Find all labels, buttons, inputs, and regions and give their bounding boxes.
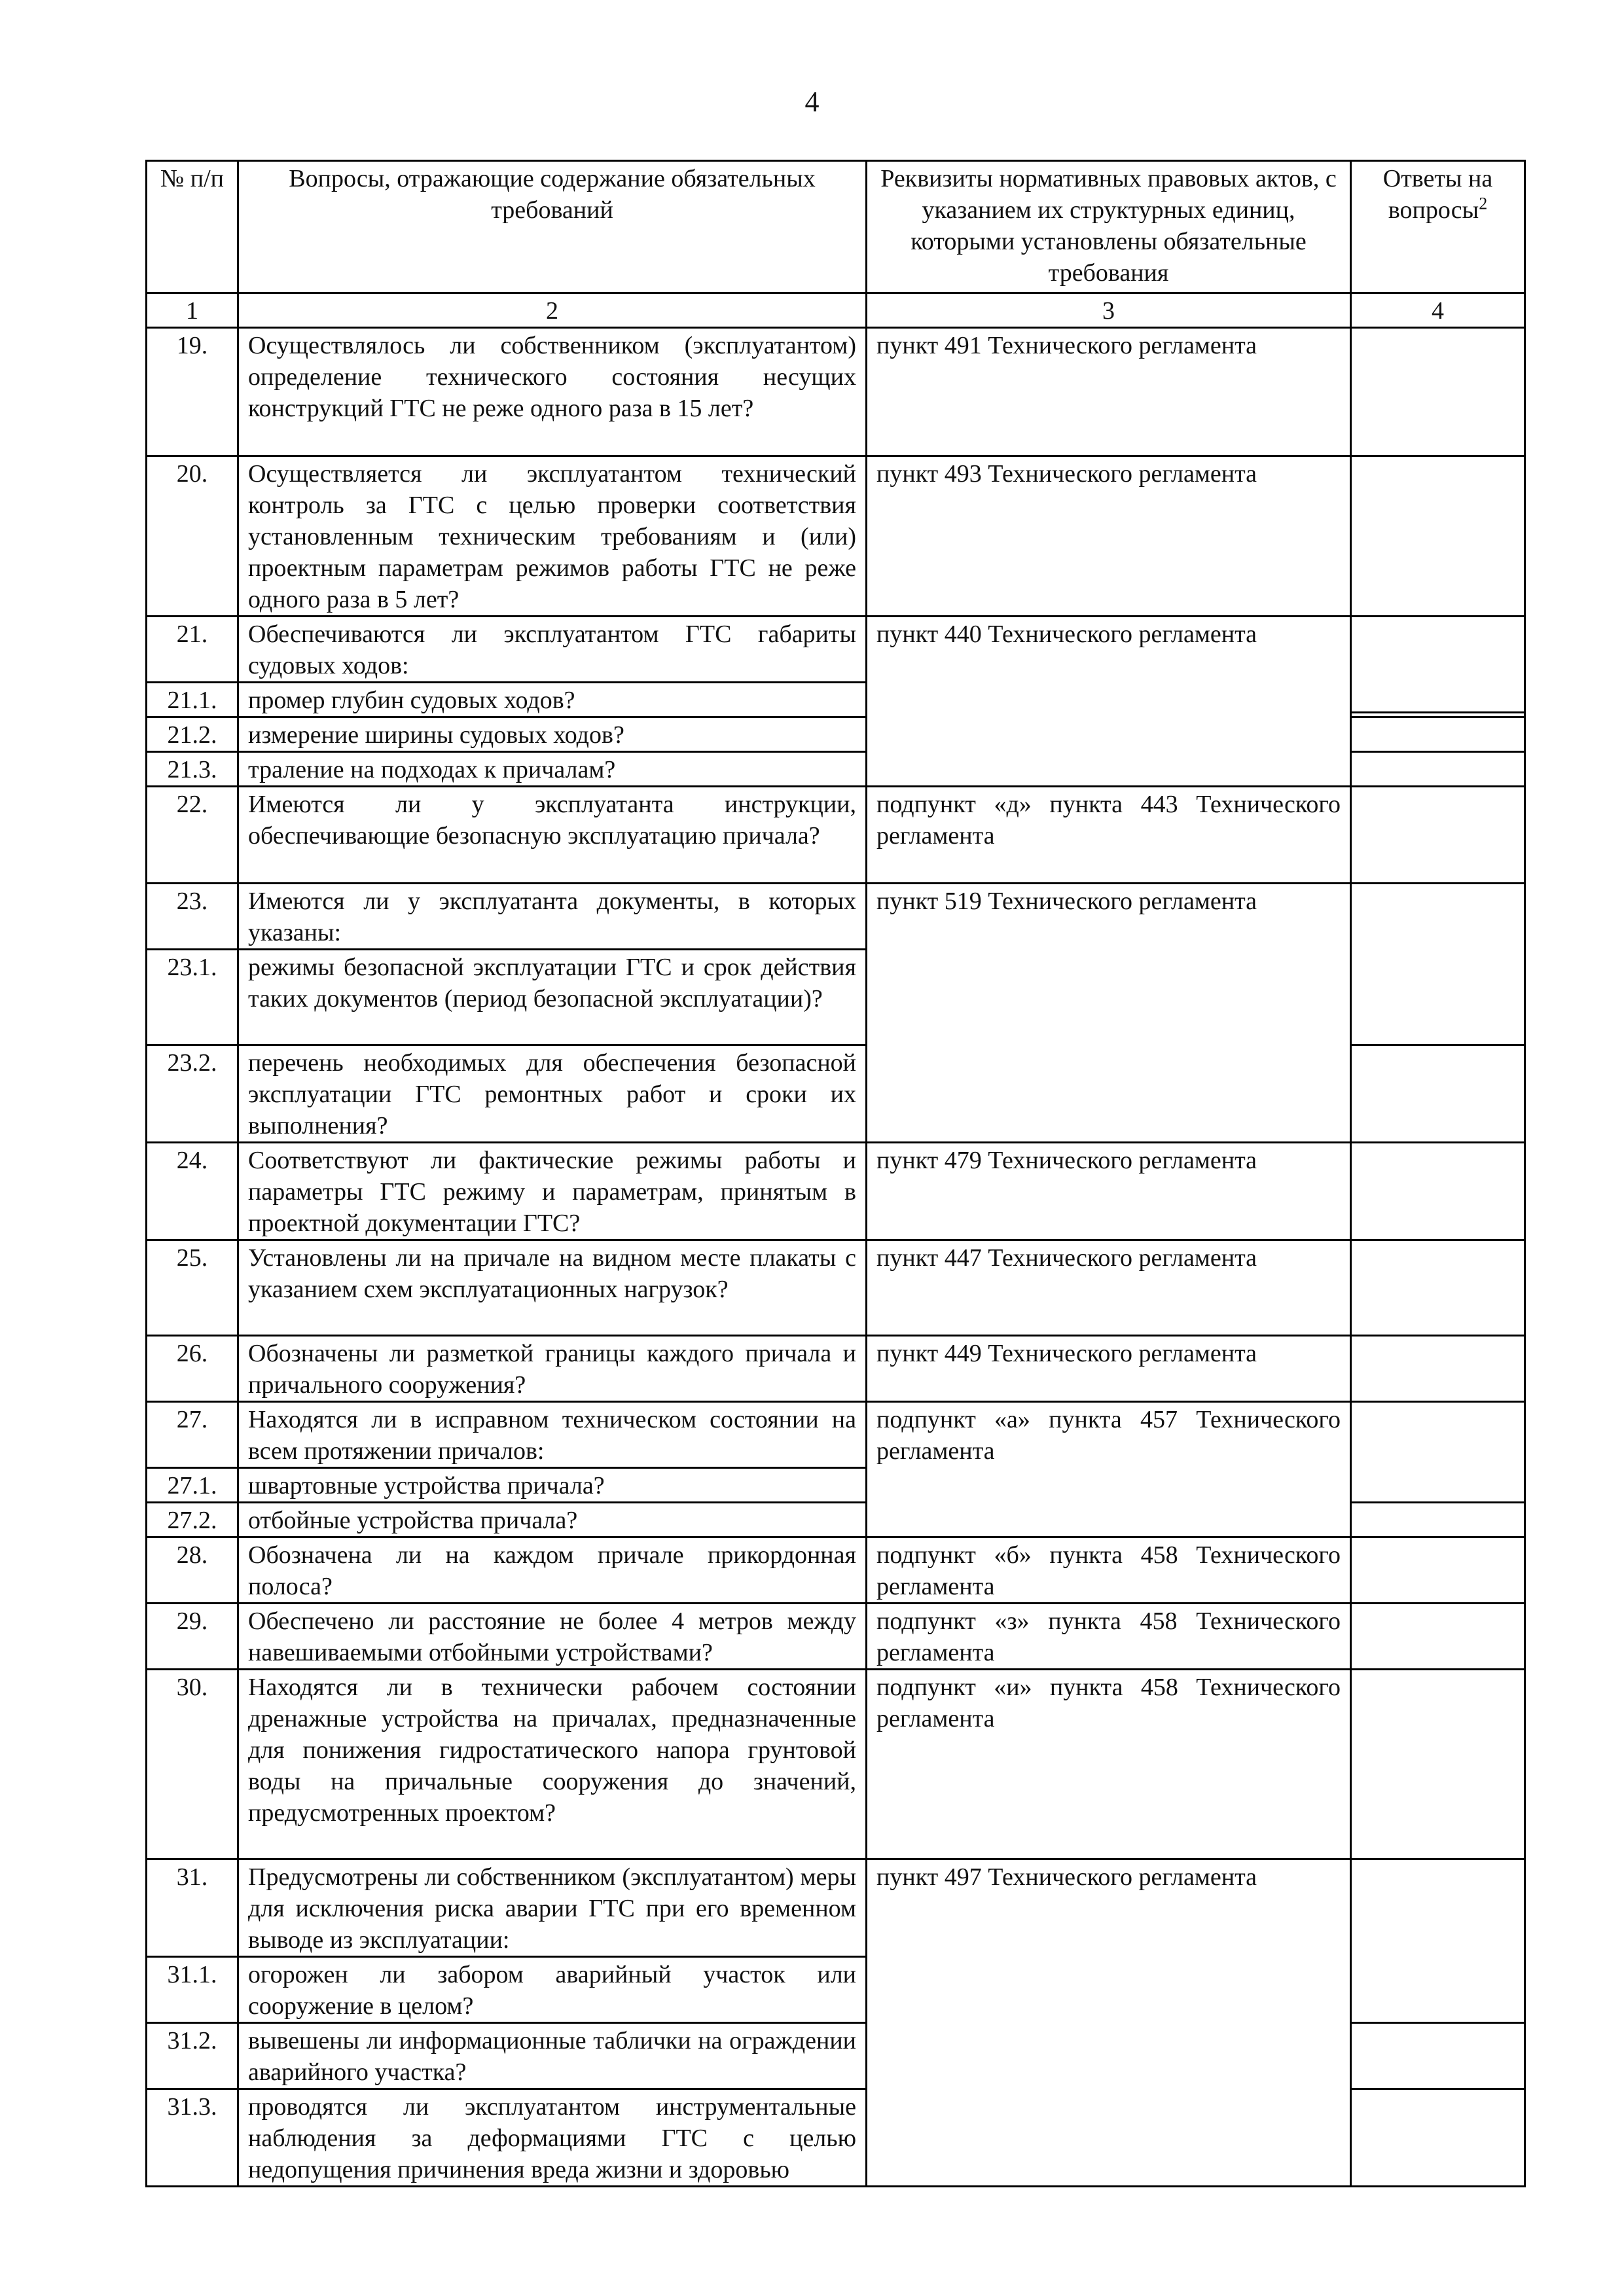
row-question: траление на подходах к причалам?: [238, 752, 867, 787]
answer-cell[interactable]: [1351, 617, 1525, 717]
answer-cell[interactable]: [1351, 1336, 1525, 1402]
row-reference: пункт 449 Технического регламента: [867, 1336, 1351, 1402]
row-number: 21.1.: [147, 683, 238, 717]
row-number: 22.: [147, 787, 238, 884]
answer-cell[interactable]: [1351, 1240, 1525, 1336]
row-number: 23.1.: [147, 950, 238, 1045]
row-reference: пункт 497 Технического регламента: [867, 1859, 1351, 2187]
answer-cell[interactable]: [1351, 1859, 1525, 2023]
row-reference: подпункт «а» пункта 457 Технического регламента: [867, 1402, 1351, 1537]
row-number: 31.: [147, 1859, 238, 1957]
table-row: [147, 617, 1525, 683]
row-number: 27.2.: [147, 1503, 238, 1537]
row-question: измерение ширины судовых ходов?: [238, 717, 867, 752]
row-number: 30.: [147, 1670, 238, 1859]
row-question: швартовные устройства причала?: [238, 1468, 867, 1503]
row-number: 31.3.: [147, 2089, 238, 2187]
table-row: [147, 328, 1525, 456]
row-reference: пункт 493 Технического регламента: [867, 456, 1351, 617]
column-index: 3: [867, 293, 1351, 328]
footnote-marker: 2: [1479, 194, 1488, 213]
row-question: Предусмотрены ли собственником (эксплуатантом) меры для исключения риска аварии ГТС при его временном выводе из эксплуатации:: [238, 1859, 867, 1957]
row-reference: пункт 440 Технического регламента: [867, 617, 1351, 787]
answer-cell[interactable]: [1351, 2023, 1525, 2089]
row-question: Находятся ли в исправном техническом состоянии на всем протяжении причалов:: [238, 1402, 867, 1468]
answer-cell[interactable]: [1351, 1604, 1525, 1670]
table-row: [147, 1537, 1525, 1604]
row-number: 31.1.: [147, 1957, 238, 2023]
row-number: 27.1.: [147, 1468, 238, 1503]
answer-cell[interactable]: [1351, 752, 1525, 787]
table-row: [147, 884, 1525, 950]
page-number: 4: [804, 86, 820, 118]
answer-cell[interactable]: [1351, 1537, 1525, 1604]
row-number: 20.: [147, 456, 238, 617]
answer-cell[interactable]: [1351, 1402, 1525, 1503]
table-row: [147, 1240, 1525, 1336]
row-question: Обозначена ли на каждом причале прикордонная полоса?: [238, 1537, 867, 1604]
row-question: отбойные устройства причала?: [238, 1503, 867, 1537]
answer-cell[interactable]: [1351, 1045, 1525, 1143]
row-question: Имеются ли у эксплуатанта документы, в которых указаны:: [238, 884, 867, 950]
column-index: 1: [147, 293, 238, 328]
row-question: вывешены ли информационные таблички на ограждении аварийного участка?: [238, 2023, 867, 2089]
answer-cell[interactable]: [1351, 2089, 1525, 2187]
row-number: 21.: [147, 617, 238, 683]
row-question: Осуществлялось ли собственником (эксплуатантом) определение технического состояния несущих конструкций ГТС не реже одного раза в 15 лет?: [238, 328, 867, 456]
row-question: Имеются ли у эксплуатанта инструкции, обеспечивающие безопасную эксплуатацию причала?: [238, 787, 867, 884]
row-question: проводятся ли эксплуатантом инструментальные наблюдения за деформациями ГТС с целью недопущения причинения вреда жизни и здоровью: [238, 2089, 867, 2187]
row-question: Осуществляется ли эксплуатантом технический контроль за ГТС с целью проверки соответствия установленным техническим требованиям и (или) проектным параметрам режимов работы ГТС не реже одного раза в 5 лет?: [238, 456, 867, 617]
row-question: Соответствуют ли фактические режимы работы и параметры ГТС режиму и параметрам, принятым в проектной документации ГТС?: [238, 1143, 867, 1240]
table-row: [147, 1402, 1525, 1468]
row-question: перечень необходимых для обеспечения безопасной эксплуатации ГТС ремонтных работ и сроки их выполнения?: [238, 1045, 867, 1143]
row-question: Находятся ли в технически рабочем состоянии дренажные устройства на причалах, предназначенные для понижения гидростатического напора грунтовой воды на причальные сооружения до значений, предусмотренных проектом?: [238, 1670, 867, 1859]
table-row: [147, 456, 1525, 617]
header-answer-text: Ответы на вопросы: [1382, 165, 1493, 224]
row-question: режимы безопасной эксплуатации ГТС и срок действия таких документов (период безопасной эксплуатации)?: [238, 950, 867, 1045]
answer-cell[interactable]: [1351, 1670, 1525, 1859]
answer-cell[interactable]: [1351, 787, 1525, 884]
answer-cell[interactable]: [1351, 328, 1525, 456]
row-question: Обеспечено ли расстояние не более 4 метров между навешиваемыми отбойными устройствами?: [238, 1604, 867, 1670]
row-question: промер глубин судовых ходов?: [238, 683, 867, 717]
row-number: 21.2.: [147, 717, 238, 752]
row-number: 31.2.: [147, 2023, 238, 2089]
row-number: 26.: [147, 1336, 238, 1402]
header-answer: [1351, 161, 1525, 293]
row-question: Обозначены ли разметкой границы каждого причала и причального сооружения?: [238, 1336, 867, 1402]
row-reference: подпункт «з» пункта 458 Технического регламента: [867, 1604, 1351, 1670]
table-row: [147, 1670, 1525, 1859]
table-row: [147, 1336, 1525, 1402]
row-reference: подпункт «д» пункта 443 Технического регламента: [867, 787, 1351, 884]
answer-cell[interactable]: [1351, 717, 1525, 752]
row-number: 21.3.: [147, 752, 238, 787]
row-reference: пункт 519 Технического регламента: [867, 884, 1351, 1143]
row-reference: подпункт «б» пункта 458 Технического регламента: [867, 1537, 1351, 1604]
row-number: 19.: [147, 328, 238, 456]
requirements-table: [145, 160, 1526, 2187]
header-reference: Реквизиты нормативных правовых актов, с указанием их структурных единиц, которыми установлены обязательные требования: [867, 161, 1351, 293]
row-reference: пункт 447 Технического регламента: [867, 1240, 1351, 1336]
row-reference: пункт 491 Технического регламента: [867, 328, 1351, 456]
column-index: 2: [238, 293, 867, 328]
header-question: Вопросы, отражающие содержание обязательных требований: [238, 161, 867, 293]
column-index: 4: [1351, 293, 1525, 328]
row-question: Обеспечиваются ли эксплуатантом ГТС габариты судовых ходов:: [238, 617, 867, 683]
answer-cell[interactable]: [1351, 1503, 1525, 1537]
table-row: [147, 1604, 1525, 1670]
row-number: 24.: [147, 1143, 238, 1240]
table-row: [147, 1143, 1525, 1240]
row-number: 28.: [147, 1537, 238, 1604]
answer-cell[interactable]: [1351, 456, 1525, 617]
answer-cell[interactable]: [1351, 884, 1525, 1045]
header-num: № п/п: [147, 161, 238, 293]
row-number: 23.: [147, 884, 238, 950]
row-reference: пункт 479 Технического регламента: [867, 1143, 1351, 1240]
answer-cell[interactable]: [1351, 1143, 1525, 1240]
row-number: 25.: [147, 1240, 238, 1336]
row-number: 29.: [147, 1604, 238, 1670]
table-row: [147, 1859, 1525, 1957]
row-number: 23.2.: [147, 1045, 238, 1143]
table-row: [147, 787, 1525, 884]
row-question: огорожен ли забором аварийный участок или сооружение в целом?: [238, 1957, 867, 2023]
row-reference: подпункт «и» пункта 458 Технического регламента: [867, 1670, 1351, 1859]
row-question: Установлены ли на причале на видном месте плакаты с указанием схем эксплуатационных нагрузок?: [238, 1240, 867, 1336]
row-number: 27.: [147, 1402, 238, 1468]
